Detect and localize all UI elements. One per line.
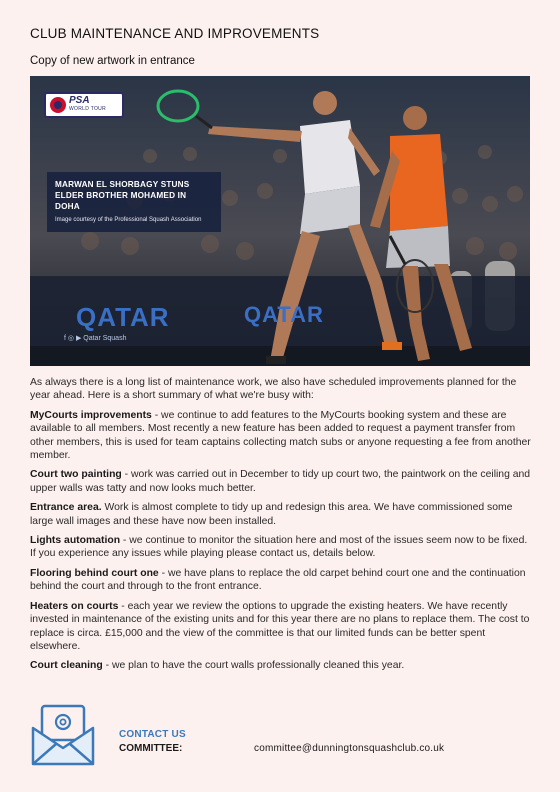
page-subtitle: Copy of new artwork in entrance [30,55,195,67]
list-item [30,567,535,594]
sponsor-banner-1: QATAR [76,302,170,332]
item-heading: Court two painting [30,469,122,481]
contact-section [30,702,530,772]
psa-logo-name: PSA [69,95,90,106]
article-body [30,376,535,679]
envelope-email-icon [30,702,96,768]
list-item [30,468,535,495]
artwork-credit: Image courtesy of the Professional Squash Association [55,217,202,223]
artwork-caption [47,172,221,232]
artwork-headline: MARWAN EL SHORBAGY STUNS ELDER BROTHER MOHAMED IN DOHA [55,180,190,211]
item-heading: Lights automation [30,535,121,547]
social-strip: f ◎ ▶ Qatar Squash [64,335,127,342]
list-item [30,600,535,654]
item-heading: Flooring behind court one [30,567,159,579]
list-item [30,534,535,561]
item-heading: Entrance area. [30,502,102,514]
list-item [30,659,535,672]
intro-paragraph: As always there is a long list of maintenance work, we also have scheduled improvements planned for the year ahead. Here is a short summary of what we're busy with: [30,377,517,402]
artwork-photo [30,76,530,366]
item-heading: Court cleaning [30,660,103,672]
list-item [30,501,535,528]
item-text: - each year we review the options to upgrade the existing heaters. We have recently invested in maintenance of the existing units and for this year there are no plans to replace them. The cost to replace is circa. £15,000 and the view of the committee is that our limited funds can be better spent elsewhere. [30,600,530,652]
committee-email-link[interactable]: committee@dunningtonsquashclub.co.uk [254,743,445,754]
contact-committee-label: COMMITTEE: [119,743,183,754]
psa-logo-icon [50,97,66,113]
item-heading: Heaters on courts [30,600,119,612]
psa-logo-sub: WORLD TOUR [69,106,106,112]
item-heading: MyCourts improvements [30,409,152,421]
item-text: - we continue to add features to the MyCourts booking system and these are available to all members. Most recently a new feature has been added to request a payment transfer from other members, this is used for team captains collecting match subs or anyone requesting a fee from another member. [30,409,531,462]
sponsor-banner-2: QATAR [244,302,324,327]
page-title: CLUB MAINTENANCE AND IMPROVEMENTS [30,26,320,41]
psa-logo [44,92,124,118]
list-item [30,409,535,463]
contact-heading: CONTACT US [119,729,186,740]
item-text: - we continue to monitor the situation here and most of the issues seem now to be fixed. If you experience any issues while playing please contact us, details below. [30,535,528,560]
item-text: Work is almost complete to tidy up and redesign this area. We have commissioned some large wall images and these have now been installed. [30,502,513,527]
item-text: - we plan to have the court walls professionally cleaned this year. [102,660,405,672]
item-text: - work was carried out in December to tidy up court two, the paintwork on the ceiling and upper walls was tatty and now looks much better. [30,469,531,494]
item-text: - we have plans to replace the old carpet behind court one and the continuation behind the court and through to the front entrance. [30,567,526,593]
